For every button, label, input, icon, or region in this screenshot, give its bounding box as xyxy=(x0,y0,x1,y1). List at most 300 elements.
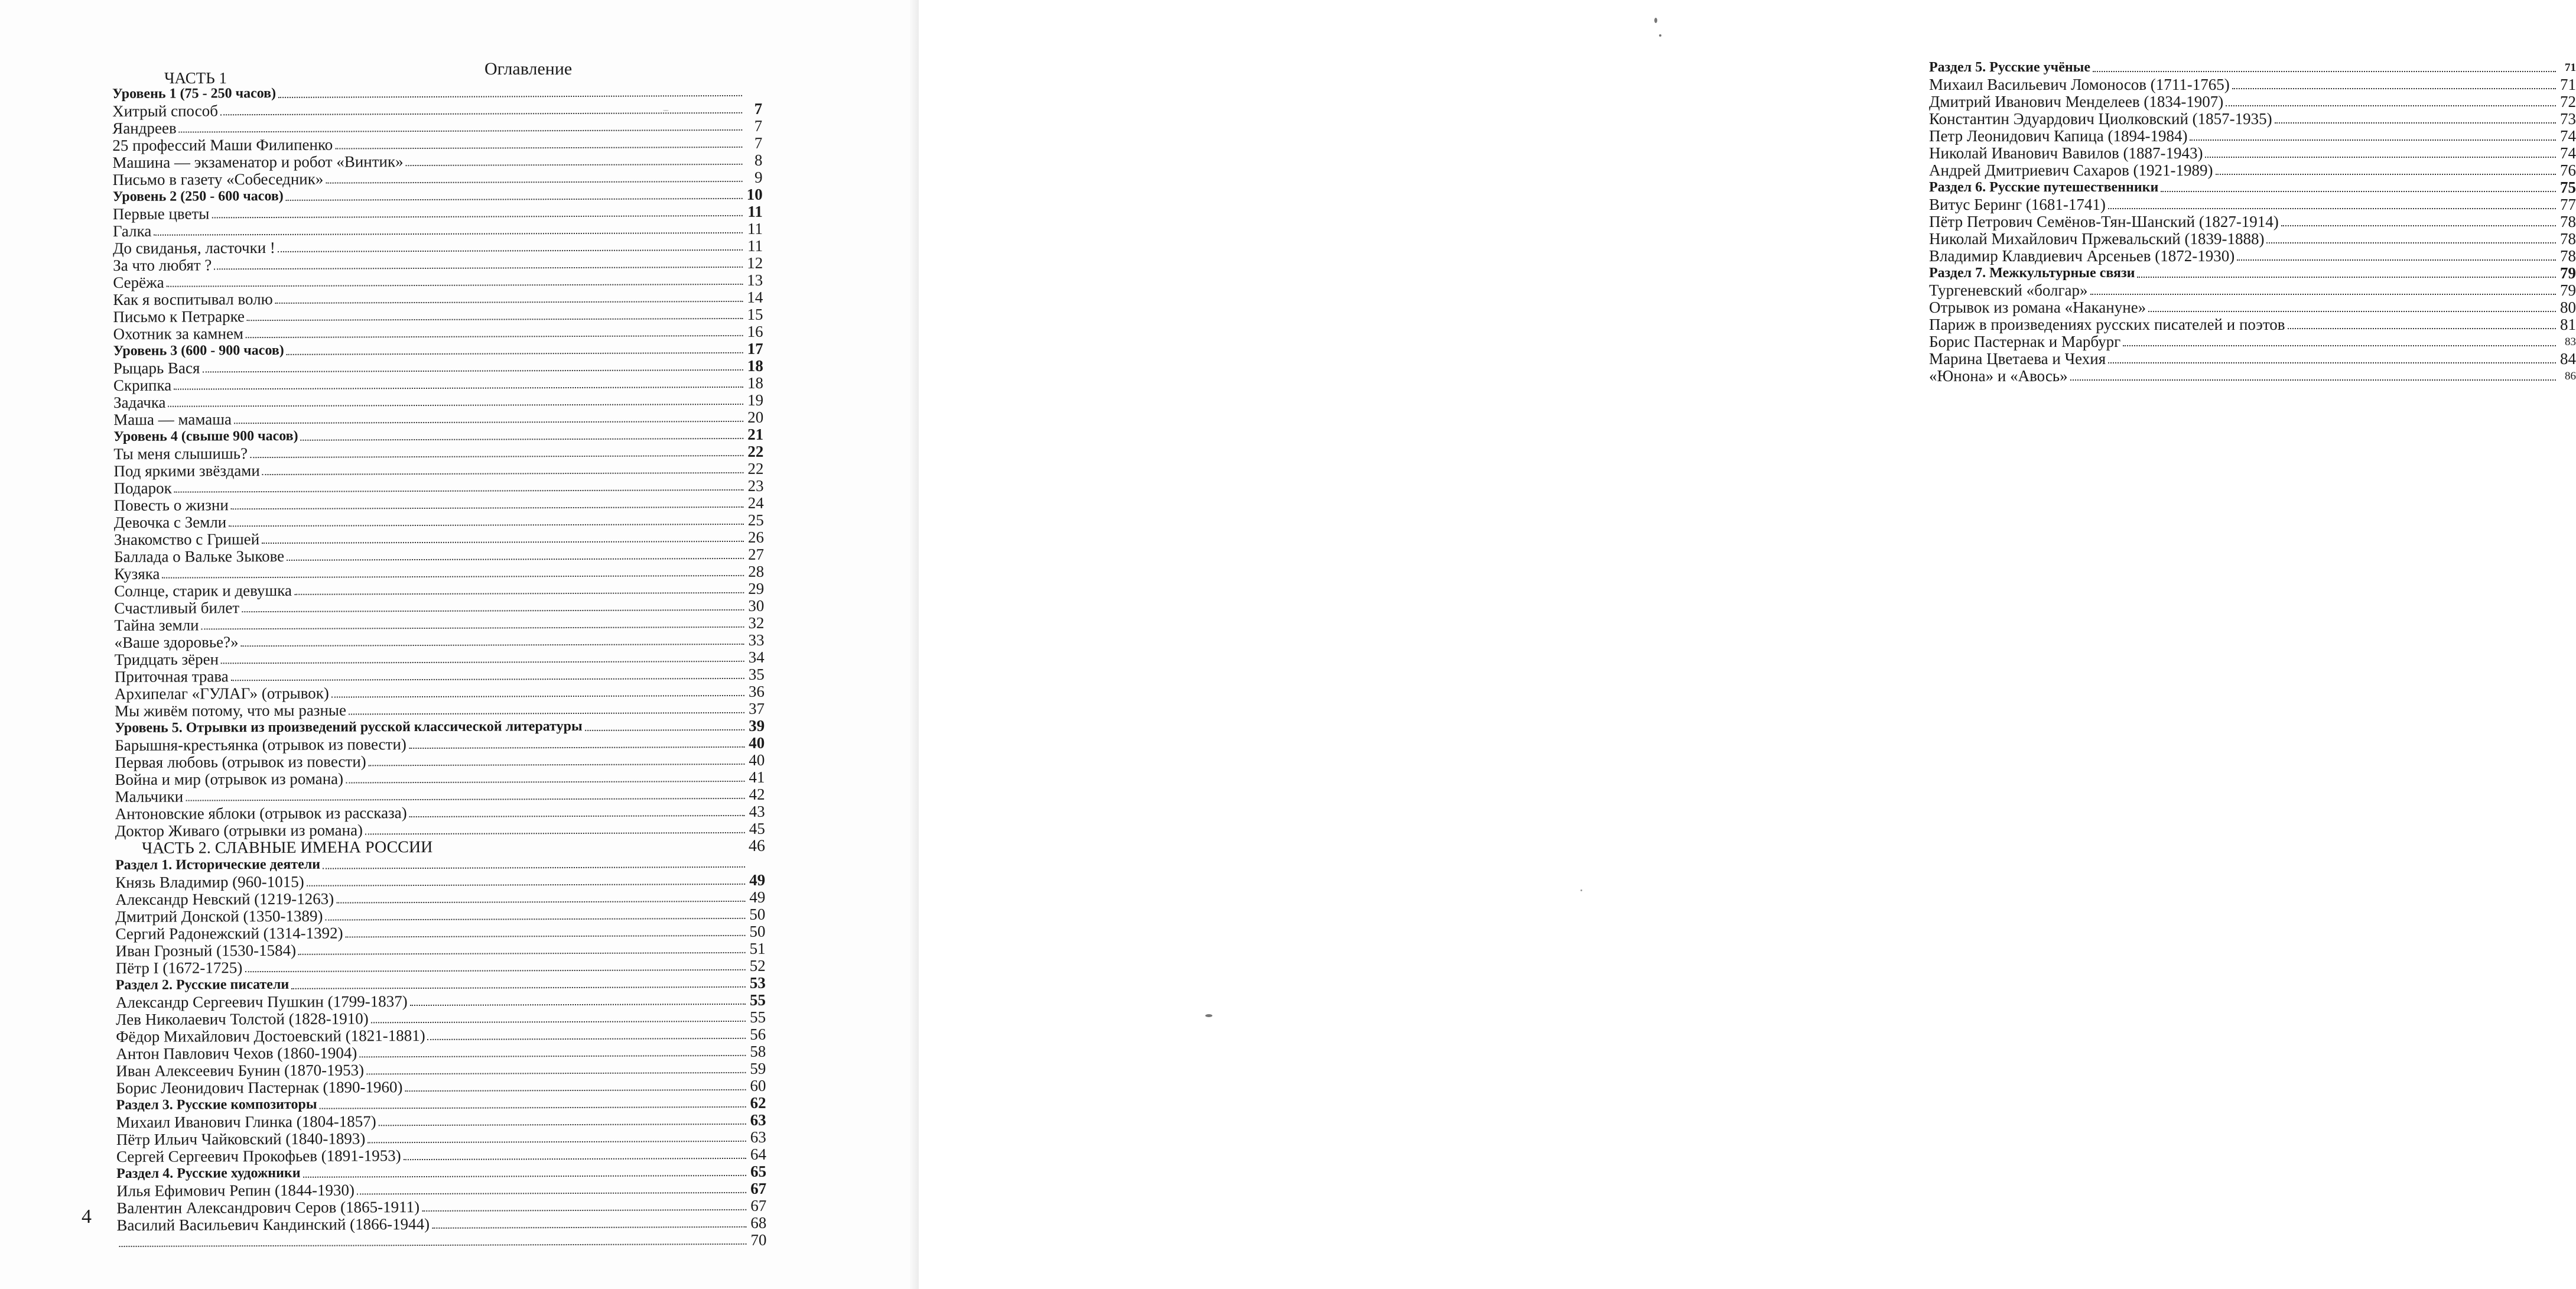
toc-entry-title: Солнце, старик и девушка xyxy=(114,581,292,600)
toc-entry xyxy=(115,837,765,857)
toc-leader-dots xyxy=(2237,259,2556,261)
toc-entry xyxy=(116,975,766,994)
toc-entry-title: Уровень 3 (600 - 900 часов) xyxy=(113,342,284,359)
toc-entry xyxy=(115,855,765,874)
toc-entry xyxy=(116,1077,766,1097)
left-page xyxy=(0,0,919,1289)
toc-leader-dots xyxy=(179,129,743,133)
toc-entry xyxy=(113,340,763,360)
scan-speck xyxy=(1654,18,1657,23)
toc-entry xyxy=(113,186,763,206)
toc-entry xyxy=(114,495,764,514)
toc-leader-dots xyxy=(2266,242,2556,243)
toc-entry xyxy=(114,598,764,617)
toc-entry-title: Витус Беринг (1681-1741) xyxy=(1929,196,2106,213)
toc-entry xyxy=(113,409,763,428)
toc-leader-dots xyxy=(186,798,744,801)
toc-entry-title: Александр Невский (1219-1263) xyxy=(115,889,334,908)
toc-entry-page: 37 xyxy=(748,699,765,717)
toc-entry xyxy=(113,375,763,394)
toc-leader-dots xyxy=(2226,105,2556,106)
toc-leader-dots xyxy=(2161,191,2556,192)
toc-leader-dots xyxy=(2090,294,2556,295)
toc-entry-title: Первая любовь (отрывок из повести) xyxy=(115,752,366,771)
toc-leader-dots xyxy=(2093,71,2556,72)
toc-entry-title: Михаил Иванович Глинка (1804-1857) xyxy=(116,1112,376,1131)
toc-entry-title: Константин Эдуардович Циолковский (1857-1935) xyxy=(1929,110,2272,128)
toc-entry-title: Иван Грозный (1530-1584) xyxy=(115,941,297,960)
toc-entry-page: 51 xyxy=(749,939,766,957)
toc-leader-dots xyxy=(220,112,742,115)
toc-entry-page: 55 xyxy=(750,1008,766,1026)
toc-leader-dots xyxy=(335,147,742,150)
toc-entry-title: Кузяка xyxy=(114,564,160,583)
toc-entry-page: 32 xyxy=(748,613,765,632)
toc-entry xyxy=(113,460,763,480)
toc-entry-page: 29 xyxy=(748,579,765,598)
toc-entry-page: 19 xyxy=(747,391,764,409)
toc-entry-title: Раздел 7. Межкультурные связи xyxy=(1929,265,2135,281)
toc-entry-page: 13 xyxy=(747,271,763,289)
toc-leader-dots xyxy=(369,764,745,766)
toc-entry-page: 45 xyxy=(749,819,765,837)
toc-entry-page: 56 xyxy=(750,1025,766,1043)
toc-entry-title: Сергей Сергеевич Прокофьев (1891-1953) xyxy=(116,1147,401,1165)
toc-entry xyxy=(113,306,763,326)
toc-entry-page: 22 xyxy=(747,459,764,478)
toc-entry xyxy=(115,632,765,651)
toc-entry-page: 14 xyxy=(747,288,763,306)
toc-entry-title: Тургеневский «болгар» xyxy=(1929,281,2088,299)
toc-entry xyxy=(115,923,765,943)
toc-entry xyxy=(116,992,766,1011)
toc-entry xyxy=(114,563,764,583)
toc-entry xyxy=(113,220,763,240)
toc-entry-page: 12 xyxy=(747,254,763,272)
toc-entry xyxy=(113,255,763,274)
toc-entry-title: Андрей Дмитриевич Сахаров (1921-1989) xyxy=(1929,161,2213,179)
toc-entry xyxy=(1929,76,2576,93)
toc-entry-title: До свиданья, ласточки ! xyxy=(112,238,275,257)
toc-entry-page: 58 xyxy=(750,1042,766,1060)
toc-entry-title: Доктор Живаго (отрывки из романа) xyxy=(115,821,363,840)
scan-speck xyxy=(663,110,669,111)
toc-leader-dots xyxy=(2108,208,2556,209)
toc-entry-title: Пётр Ильич Чайковский (1840-1893) xyxy=(116,1129,366,1148)
toc-entry-page: 78 xyxy=(2560,247,2576,265)
toc-entry-page: 74 xyxy=(2560,144,2576,162)
toc-entry-title: Владимир Клавдиевич Арсеньев (1872-1930) xyxy=(1929,247,2235,265)
toc-leader-dots xyxy=(301,438,744,441)
toc-leader-dots xyxy=(435,850,745,852)
toc-entry xyxy=(116,1163,766,1183)
toc-leader-dots xyxy=(201,626,744,630)
toc-entry-title: Задачка xyxy=(113,393,166,411)
toc-leader-dots xyxy=(349,712,744,715)
toc-entry xyxy=(1929,111,2576,128)
toc-entry xyxy=(1929,350,2576,368)
toc-entry xyxy=(116,1026,766,1046)
toc-entry xyxy=(116,1009,766,1028)
toc-entry-title: Князь Владимир (960-1015) xyxy=(115,872,304,891)
toc-leader-dots xyxy=(245,969,745,972)
toc-entry-title: 25 профессий Маши Филипенко xyxy=(112,135,333,154)
toc-leader-dots xyxy=(231,506,744,509)
toc-entry-title: Мы живём потому, что мы разные xyxy=(115,701,347,720)
toc-entry xyxy=(113,323,763,343)
toc-list-right xyxy=(1929,59,2576,385)
toc-entry-title: Тайна земли xyxy=(114,616,199,634)
toc-leader-dots xyxy=(286,198,743,201)
toc-entry-page: 9 xyxy=(754,168,763,186)
toc-entry-page: 26 xyxy=(747,528,764,546)
toc-entry xyxy=(1929,213,2576,230)
toc-leader-dots xyxy=(174,489,744,493)
toc-entry xyxy=(1929,128,2576,145)
toc-entry-title: Галка xyxy=(112,222,152,240)
toc-entry-title: Письмо в газету «Собеседник» xyxy=(112,170,324,189)
toc-entry-title: Дмитрий Донской (1350-1389) xyxy=(115,907,323,926)
toc-entry-page: 71 xyxy=(2565,61,2576,74)
toc-entry-page: 21 xyxy=(747,425,764,443)
toc-leader-dots xyxy=(294,592,744,595)
toc-leader-dots xyxy=(298,952,746,955)
toc-entry xyxy=(112,135,762,154)
toc-leader-dots xyxy=(174,387,743,390)
toc-leader-dots xyxy=(2137,277,2556,278)
toc-entry-page: 28 xyxy=(748,562,765,580)
toc-entry xyxy=(113,203,763,223)
scan-speck xyxy=(1659,34,1661,37)
toc-entry-title: Письмо к Петрарке xyxy=(113,307,245,326)
toc-entry xyxy=(114,512,764,531)
toc-leader-dots xyxy=(359,1055,746,1058)
toc-entry xyxy=(116,1232,766,1251)
toc-entry-page: 59 xyxy=(750,1059,766,1077)
toc-entry-page: 76 xyxy=(2560,161,2576,179)
toc-leader-dots xyxy=(278,95,742,98)
toc-entry-page: 18 xyxy=(747,374,763,392)
toc-entry-title: Дмитрий Иванович Менделеев (1834-1907) xyxy=(1929,93,2224,111)
toc-leader-dots xyxy=(410,1004,746,1006)
toc-entry-title: Париж в произведениях русских писателей и поэтов xyxy=(1929,316,2285,333)
toc-entry-title: Подарок xyxy=(113,479,172,497)
toc-entry-title: Хитрый способ xyxy=(112,102,218,120)
toc-leader-dots xyxy=(409,815,745,817)
toc-entry-page: 65 xyxy=(750,1162,767,1180)
toc-entry xyxy=(1929,368,2576,385)
toc-entry xyxy=(114,478,764,497)
toc-entry xyxy=(115,889,765,908)
toc-leader-dots xyxy=(2232,88,2556,89)
toc-leader-dots xyxy=(422,1209,746,1212)
toc-entry-title: «Ваше здоровье?» xyxy=(114,633,239,651)
toc-entry-title: Скрипка xyxy=(113,376,172,394)
toc-entry-page: 83 xyxy=(2565,336,2576,348)
toc-entry-title: Раздел 6. Русские путешественники xyxy=(1929,180,2159,195)
toc-entry xyxy=(1929,93,2576,111)
toc-entry-page: 49 xyxy=(749,888,766,906)
toc-entry-page: 7 xyxy=(754,116,763,135)
toc-entry xyxy=(112,83,762,103)
toc-entry xyxy=(115,700,765,720)
toc-entry-title: Рыцарь Вася xyxy=(113,359,200,377)
toc-leader-dots xyxy=(221,661,744,664)
toc-leader-dots xyxy=(336,901,745,904)
toc-entry xyxy=(1929,316,2576,333)
toc-leader-dots xyxy=(428,1038,746,1040)
toc-leader-dots xyxy=(2205,157,2556,158)
toc-entry-page: 8 xyxy=(754,151,763,169)
toc-title: Оглавление xyxy=(484,59,573,79)
toc-entry xyxy=(113,272,763,291)
toc-entry xyxy=(112,118,762,137)
toc-entry-title: Антон Павлович Чехов (1860-1904) xyxy=(116,1044,357,1063)
toc-entry-page: 77 xyxy=(2560,196,2576,213)
toc-entry-title: Лев Николаевич Толстой (1828-1910) xyxy=(116,1009,369,1028)
toc-leader-dots xyxy=(2148,311,2556,312)
toc-leader-dots xyxy=(409,746,744,749)
toc-entry xyxy=(1929,333,2576,350)
toc-entry-page: 33 xyxy=(748,631,765,649)
toc-entry xyxy=(1929,196,2576,213)
toc-entry-page: 35 xyxy=(748,665,765,683)
toc-entry-title: Александр Сергеевич Пушкин (1799-1837) xyxy=(115,992,408,1011)
toc-entry-title: Михаил Васильевич Ломоносов (1711-1765) xyxy=(1929,76,2230,93)
toc-entry-page: 7 xyxy=(754,99,763,118)
toc-entry-page: 55 xyxy=(749,991,766,1009)
toc-leader-dots xyxy=(214,267,743,270)
toc-entry-page: 70 xyxy=(750,1230,767,1249)
toc-leader-dots xyxy=(162,575,744,579)
toc-entry-page: 36 xyxy=(748,682,765,700)
toc-entry xyxy=(112,152,762,171)
toc-entry-title: Петр Леонидович Капица (1894-1984) xyxy=(1929,127,2188,145)
toc-entry xyxy=(115,872,765,891)
toc-entry-page: 78 xyxy=(2560,230,2576,248)
toc-entry-title: Николай Иванович Вавилов (1887-1943) xyxy=(1929,144,2203,162)
toc-entry-page: 42 xyxy=(749,785,765,803)
toc-entry-page: 11 xyxy=(747,202,763,220)
toc-entry xyxy=(115,735,765,754)
toc-entry-page: 30 xyxy=(748,596,765,615)
toc-leader-dots xyxy=(406,164,743,166)
toc-entry-title: Под яркими звёздами xyxy=(113,462,260,480)
toc-entry xyxy=(116,1129,766,1148)
toc-entry-page: 40 xyxy=(749,751,765,769)
toc-entry-page: 49 xyxy=(749,871,766,889)
toc-entry xyxy=(113,392,763,411)
toc-leader-dots xyxy=(326,181,742,184)
toc-entry-page: 10 xyxy=(746,185,763,203)
toc-entry xyxy=(114,580,764,600)
toc-entry-title: Барышня-крестьянка (отрывок из повести) xyxy=(115,735,406,754)
toc-entry-title: Антоновские яблоки (отрывок из рассказа) xyxy=(115,804,407,823)
toc-entry-page: 23 xyxy=(747,476,764,495)
toc-entry-page: 46 xyxy=(748,836,766,855)
toc-leader-dots xyxy=(371,1021,746,1023)
toc-entry xyxy=(1929,179,2576,196)
toc-entry-page: 7 xyxy=(754,134,763,152)
toc-leader-dots xyxy=(405,1089,746,1092)
toc-leader-dots xyxy=(307,884,745,887)
toc-entry-page: 40 xyxy=(749,733,765,752)
toc-entry xyxy=(113,426,763,446)
toc-entry-title: Раздел 1. Исторические деятели xyxy=(115,856,321,873)
toc-entry-page: 17 xyxy=(747,339,763,358)
toc-entry xyxy=(115,906,765,926)
toc-entry xyxy=(116,1197,766,1217)
toc-leader-dots xyxy=(367,1141,746,1143)
toc-leader-dots xyxy=(366,1072,746,1074)
toc-entry-title: Раздел 5. Русские учёные xyxy=(1929,60,2091,75)
toc-entry-title: Раздел 3. Русские композиторы xyxy=(116,1096,317,1113)
toc-leader-dots xyxy=(585,729,744,731)
toc-entry-title: Уровень 5. Отрывки из произведений русской классической литературы xyxy=(115,718,583,736)
toc-entry-page: 78 xyxy=(2560,213,2576,230)
toc-entry-page: 41 xyxy=(749,768,765,786)
part-1-heading: ЧАСТЬ 1 xyxy=(164,69,227,87)
toc-list-left xyxy=(112,83,767,1251)
toc-entry xyxy=(116,957,766,977)
toc-entry xyxy=(116,1095,766,1114)
toc-entry-page: 73 xyxy=(2560,110,2576,128)
toc-leader-dots xyxy=(241,644,744,647)
toc-entry-page: 62 xyxy=(750,1093,766,1112)
toc-leader-dots xyxy=(291,986,746,989)
toc-entry-title: За что любят ? xyxy=(113,256,212,274)
toc-leader-dots xyxy=(320,1106,746,1109)
toc-leader-dots xyxy=(346,935,746,938)
toc-entry xyxy=(115,786,765,806)
toc-entry-page: 74 xyxy=(2560,127,2576,145)
toc-entry-title: Девочка с Земли xyxy=(113,513,227,531)
toc-entry xyxy=(113,169,763,189)
toc-entry-page: 18 xyxy=(747,356,763,375)
toc-entry-title: Борис Леонидович Пастернак (1890-1960) xyxy=(116,1078,403,1097)
toc-leader-dots xyxy=(365,832,745,835)
toc-entry-page: 71 xyxy=(2560,76,2576,93)
toc-entry xyxy=(114,615,764,634)
toc-entry-title: Раздел 4. Русские художники xyxy=(116,1165,301,1181)
toc-entry-title: Раздел 2. Русские писатели xyxy=(115,976,290,993)
toc-entry xyxy=(116,1043,766,1063)
toc-entry-title: Василий Васильевич Кандинский (1866-1944) xyxy=(116,1215,430,1234)
toc-entry-page: 60 xyxy=(750,1076,766,1095)
toc-leader-dots xyxy=(234,421,743,424)
toc-entry xyxy=(113,289,763,309)
toc-entry-page: 75 xyxy=(2560,178,2576,196)
toc-entry-title: Приточная трава xyxy=(114,667,229,686)
toc-entry-page: 16 xyxy=(747,322,763,340)
toc-entry-page: 79 xyxy=(2560,264,2576,282)
toc-entry-page: 81 xyxy=(2560,316,2576,333)
toc-entry-page: 86 xyxy=(2565,370,2576,382)
toc-entry xyxy=(1929,299,2576,316)
toc-entry-page: 63 xyxy=(750,1111,766,1129)
toc-leader-dots xyxy=(2216,174,2556,175)
toc-entry xyxy=(115,820,765,840)
toc-entry xyxy=(113,358,763,377)
toc-entry-page: 63 xyxy=(750,1128,766,1146)
toc-entry-page: 34 xyxy=(748,648,765,666)
toc-entry-title: Отрывок из романа «Накануне» xyxy=(1929,298,2146,316)
toc-leader-dots xyxy=(2275,122,2556,124)
toc-entry-title: Знакомство с Гришей xyxy=(113,530,260,548)
toc-entry-page: 25 xyxy=(747,511,764,529)
toc-entry xyxy=(1929,162,2576,179)
toc-entry xyxy=(116,1215,766,1234)
toc-leader-dots xyxy=(379,1124,746,1126)
toc-entry-title: Уровень 1 (75 - 250 часов) xyxy=(112,85,277,102)
toc-leader-dots xyxy=(287,558,744,561)
toc-leader-dots xyxy=(2123,345,2556,346)
toc-leader-dots xyxy=(346,781,744,784)
toc-leader-dots xyxy=(167,284,743,287)
toc-leader-dots xyxy=(168,404,744,407)
toc-entry-title: Ты меня слышишь? xyxy=(113,444,248,463)
toc-entry-title: Охотник за камнем xyxy=(113,324,244,343)
toc-entry-title: Архипелаг «ГУЛАГ» (отрывок) xyxy=(114,684,329,703)
right-page xyxy=(919,0,2576,1289)
toc-entry-page: 43 xyxy=(749,802,765,820)
toc-entry xyxy=(1929,145,2576,162)
toc-entry-title: Баллада о Вальке Зыкове xyxy=(114,547,285,566)
toc-entry-title: Мальчики xyxy=(115,787,184,806)
toc-entry-page: 80 xyxy=(2560,298,2576,316)
toc-leader-dots xyxy=(2070,379,2556,381)
toc-leader-dots xyxy=(231,678,744,681)
toc-leader-dots xyxy=(2281,225,2556,226)
toc-leader-dots xyxy=(325,918,745,921)
toc-leader-dots xyxy=(250,455,743,458)
toc-entry-page: 27 xyxy=(747,545,765,563)
toc-entry xyxy=(113,238,763,257)
toc-entry xyxy=(116,1112,766,1131)
toc-entry-page: 22 xyxy=(747,442,764,460)
toc-entry-page: 50 xyxy=(749,905,766,923)
toc-entry xyxy=(116,1146,766,1165)
toc-leader-dots xyxy=(262,472,744,475)
toc-leader-dots xyxy=(2288,328,2556,329)
toc-leader-dots xyxy=(119,1243,747,1247)
toc-entry-page: 11 xyxy=(747,236,763,255)
toc-entry-page: 15 xyxy=(747,305,763,323)
toc-leader-dots xyxy=(212,215,742,218)
toc-entry-title: Война и мир (отрывок из романа) xyxy=(115,769,344,788)
toc-entry-title: Сергий Радонежский (1314-1392) xyxy=(115,924,343,943)
toc-entry xyxy=(115,803,765,823)
toc-entry xyxy=(115,769,765,788)
toc-entry xyxy=(1929,59,2576,76)
toc-entry-page: 84 xyxy=(2560,350,2576,368)
toc-entry-title: Как я воспитывал волю xyxy=(113,290,273,309)
toc-entry-title: Серёжа xyxy=(113,273,164,291)
toc-entry xyxy=(114,546,764,566)
toc-entry xyxy=(113,443,763,463)
toc-entry-title: Первые цветы xyxy=(112,204,210,223)
toc-entry xyxy=(115,666,765,686)
toc-entry-title: Илья Ефимович Репин (1844-1930) xyxy=(116,1181,354,1200)
toc-entry-title: Николай Михайлович Пржевальский (1839-1888) xyxy=(1929,230,2265,248)
scan-speck xyxy=(1580,889,1582,891)
toc-entry-page: 79 xyxy=(2560,281,2576,299)
toc-leader-dots xyxy=(432,1226,746,1229)
toc-leader-dots xyxy=(303,1175,747,1178)
toc-leader-dots xyxy=(323,866,745,869)
toc-entry-page: 67 xyxy=(750,1196,767,1215)
toc-leader-dots xyxy=(154,232,743,236)
